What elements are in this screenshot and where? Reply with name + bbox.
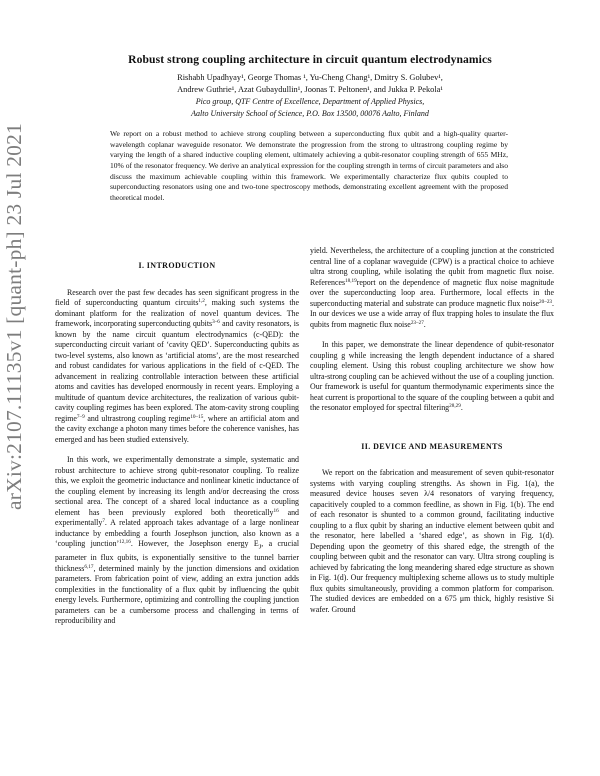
intro-paragraph-2: In this work, we experimentally demonstrate a simple, systematic and robust architecture to achieve strong qubit-resonator coupling. To realize this, we exploit the geometric inductance and nonlinear kinetic inductance of the coupling element by increasing its length and/or decreasing the cross sectional area. The concept of a shared local inductance as a coupling element has been previously explored both theoretically$^{16}$ and experimentally$^7$. A related approach takes advantage of a large nonlinear inductance by embedding a fourth Josephson junction, also known as a ‘coupling junction’$^{12,16}$. However, the Josephson energy $E_J$, a crucial parameter in flux qubits, is exponentially sensitive to the tunnel barrier thickness$^{6,17}$, determined mainly by the junction dimensions and oxidation parameters. From fabrication point of view, adding an extra junction adds complexities in the functionality of a flux qubit by influencing the qubit energy levels. Furthermore, optimizing and controlling the coupling junction parameters can be a cumbersome process and challenging in terms of reproducibility and [55, 455, 300, 626]
authors-line-1: Rishabh Upadhyay¹, George Thomas ¹, Yu-Cheng Chang¹, Dmitry S. Golubev¹, [177, 73, 443, 82]
abstract: We report on a robust method to achieve strong coupling between a superconducting flux qubit and a high-quality quarter-wavelength coplanar waveguide resonator. We demonstrate the progression from the strong to ultrastrong coupling regime by varying the length of a shared inductive coupling element, ultimately achieving a qubit-resonator coupling strength of 655 MHz, 10% of the resonator frequency. We derive an analytical expression for the coupling strength in terms of circuit parameters and also discuss the maximum achievable coupling within this framework. We experimentally characterize flux qubits coupled to superconducting resonators using one and two-tone spectroscopy methods, demonstrating excellent agreement with the proposed theoretical model. [110, 129, 508, 202]
intro-paragraph-1: Research over the past few decades has seen significant progress in the field of superconducting quantum circuits$^{1,2}$, making such systems the dominant platform for the realization of novel quantum devices. The framework, incorporating superconducting qubits$^{3-6}$ and cavity resonators, is known by the name circuit quantum electrodynamics (c-QED): the superconducting circuit variant of ‘cavity QED’. Superconducting qubits as two-level systems, also known as ‘artificial atoms’, are the most researched and robust candidates for various applications in the field of c-QED. The advancement in realizing controllable interaction between these artificial atoms and cavities has developed enormously in recent years. Employing a multitude of quantum device architectures, the realization of various qubit-cavity coupling regimes has been explored. The atom-cavity strong coupling regime$^{7-9}$ and ultrastrong coupling regime$^{10-15}$, where an artificial atom and the cavity exchange a photon many times before the coherence vanishes, has emerged and has been studied extensively. [55, 287, 299, 444]
section-heading-introduction: I. INTRODUCTION [138, 261, 216, 270]
intro-paragraph-4: In this paper, we demonstrate the linear dependence of qubit-resonator coupling g while increasing the length dependent inductance of a shared coupling element. Using this robust coupling architecture we show how ultra-strong coupling can be achieved without the use of a coupling junction. Our framework is useful for quantum thermodynamic experiments since the heat current is proportional to the square of the coupling between a qubit and the resonator employed for spectral filtering$^{28,29}$. [310, 340, 554, 412]
arxiv-identifier-stamp: arXiv:2107.11135v1 [quant-ph] 23 Jul 2021 [2, 123, 26, 510]
author-list [90, 72, 530, 95]
right-column [310, 246, 554, 615]
affiliation [90, 96, 530, 119]
authors-line-2: Andrew Guthrie¹, Azat Gubaydullin¹, Joonas T. Peltonen¹, and Jukka P. Pekola¹ [177, 84, 443, 94]
paper-title: Robust strong coupling architecture in circuit quantum electrodynamics [128, 53, 492, 66]
intro-paragraph-3: yield. Nevertheless, the architecture of a coupling junction at the constricted central line of a coplanar waveguide (CPW) is a practical choice to achieve ultra strong coupling, while isolating the qubit from magnetic flux noise. References$^{18,19}$report on the dependence of magnetic flux noise magnitude over the superconducting loop area. Furthermore, local effects in the superconducting material and substrate can produce magnetic flux noise$^{20-23}$. In our devices we use a wide array of flux trapping holes to insulate the flux qubits from magnetic flux noise$^{23-27}$. [310, 246, 554, 329]
affiliation-line-2: Aalto University School of Science, P.O. Box 13500, 00076 Aalto, Finland [191, 108, 429, 118]
devices-paragraph-1: We report on the fabrication and measurement of seven qubit-resonator systems with varying coupling strengths. As shown in Fig. 1(a), the measured device houses seven λ/4 resonators of varying frequency, capacitively coupled to a common feedline, as shown in Fig. 1(b). The end of each resonator is shunted to a common ground, facilitating inductive coupling to a flux qubit by sharing an inductive element between qubit and the resonator, here labelled a ‘shared edge’, as shown in Fig. 1(d). Depending upon the geometry of this shared edge, the strength of the coupling between qubit and the resonator can vary. Ultra strong coupling is achieved by fabricating the long meandering shared edge structure as shown in Fig. 1(d). Our frequency multiplexing scheme allows us to study multiple flux qubits simultaneously, providing a common platform for comparison. The studied devices are embedded on a 675 μm thick, highly resistive Si wafer. Ground [310, 468, 554, 614]
section-heading-devices: II. DEVICE AND MEASUREMENTS [361, 441, 503, 451]
affiliation-line-1: Pico group, QTF Centre of Excellence, Department of Applied Physics, [195, 97, 425, 106]
left-column [55, 261, 299, 627]
